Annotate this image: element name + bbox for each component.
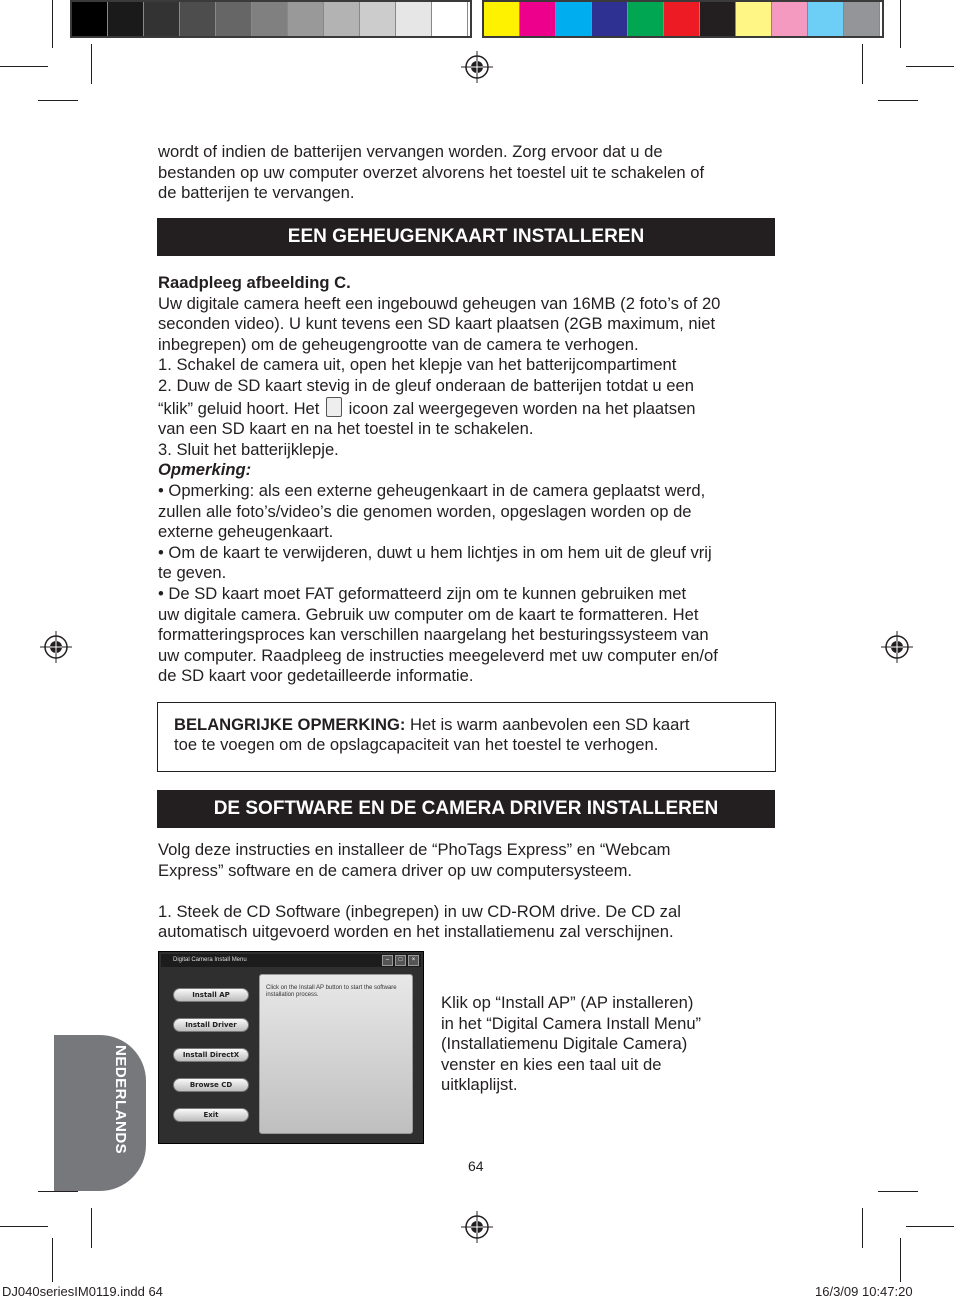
text-line: Uw digitale camera heeft een ingebouwd geheugen van 16MB (2 foto’s of 20 xyxy=(158,293,721,313)
page-number: 64 xyxy=(468,1158,484,1174)
info-panel xyxy=(259,974,413,1134)
maximize-icon: □ xyxy=(395,955,406,966)
text-line: in het “Digital Camera Install Menu” xyxy=(441,1013,702,1033)
text-line: uw computer. Raadpleeg de instructies meegeleverd met uw computer en/of xyxy=(158,645,718,665)
color-swatch xyxy=(592,2,628,36)
registration-mark-icon xyxy=(461,51,493,83)
install-driver-button: Install Driver xyxy=(173,1018,249,1032)
crop-mark xyxy=(900,1238,901,1282)
text-line: van een SD kaart en na het toestel in te schakelen. xyxy=(158,419,534,439)
text-line: Klik op “Install AP” (AP installeren) xyxy=(441,993,694,1012)
color-swatch xyxy=(144,2,180,36)
browse-cd-button: Browse CD xyxy=(173,1078,249,1092)
crop-mark xyxy=(52,0,53,48)
section-title: DE SOFTWARE EN DE CAMERA DRIVER INSTALLEREN xyxy=(213,798,719,819)
color-swatch xyxy=(108,2,144,36)
exit-button: Exit xyxy=(173,1108,249,1122)
registration-mark-icon xyxy=(461,1211,493,1243)
software-instructions xyxy=(158,840,778,943)
text-line: te geven. xyxy=(158,563,227,583)
text-line: formatteringsproces kan verschillen naargelang het besturingssysteem van xyxy=(158,625,709,645)
footer-timestamp: 16/3/09 10:47:20 xyxy=(815,1284,913,1299)
color-swatch xyxy=(664,2,700,36)
color-swatch xyxy=(556,2,592,36)
crop-mark xyxy=(900,0,901,48)
color-swatch xyxy=(700,2,736,36)
text-line: de SD kaart voor gedetailleerde informatie. xyxy=(158,666,474,686)
process-color-bar xyxy=(482,0,884,38)
color-swatch xyxy=(432,2,468,36)
registration-mark-icon xyxy=(40,631,72,663)
text-line: uitklaplijst. xyxy=(441,1075,518,1095)
figure-reference: Raadpleeg afbeelding C. xyxy=(158,273,351,292)
text-line: wordt of indien de batterijen vervangen worden. Zorg ervoor dat u de xyxy=(158,142,663,161)
text-line: 1. Schakel de camera uit, open het klepje van het batterijcompartiment xyxy=(158,355,677,375)
crop-mark xyxy=(91,1208,92,1248)
color-swatch xyxy=(252,2,288,36)
text-line: Volg deze instructies en installeer de “PhoTags Express” en “Webcam xyxy=(158,840,671,859)
color-swatch xyxy=(360,2,396,36)
registration-mark-icon xyxy=(881,631,913,663)
important-label: BELANGRIJKE OPMERKING: xyxy=(174,715,406,734)
close-icon: × xyxy=(408,955,419,966)
crop-mark xyxy=(906,1226,954,1227)
text-line: • De SD kaart moet FAT geformatteerd zijn om te kunnen gebruiken met xyxy=(158,583,687,603)
color-swatch xyxy=(396,2,432,36)
crop-mark xyxy=(862,44,863,84)
language-tab xyxy=(54,1035,146,1191)
color-swatch xyxy=(772,2,808,36)
grayscale-color-bar xyxy=(70,0,472,38)
crop-mark xyxy=(0,66,48,67)
install-directx-button: Install DirectX xyxy=(173,1048,249,1062)
language-label: NEDERLANDS xyxy=(112,1045,129,1155)
color-swatch xyxy=(216,2,252,36)
install-menu-screenshot xyxy=(158,951,424,1144)
color-swatch xyxy=(736,2,772,36)
text-line: bestanden op uw computer overzet alvorens het toestel uit te schakelen of xyxy=(158,162,705,182)
important-note-box xyxy=(157,702,776,772)
text-line: de batterijen te vervangen. xyxy=(158,183,355,203)
memory-card-instructions xyxy=(158,273,778,687)
text-line: 2. Duw de SD kaart stevig in de gleuf onderaan de batterijen totdat u een xyxy=(158,375,694,395)
color-swatch xyxy=(484,2,520,36)
text-line: toe te voegen om de opslagcapaciteit van het toestel te verhogen. xyxy=(174,735,659,754)
text-line: • Om de kaart te verwijderen, duwt u hem lichtjes in om hem uit de gleuf vrij xyxy=(158,542,712,562)
text-line xyxy=(174,715,759,735)
install-ap-button: Install AP xyxy=(173,988,249,1002)
text-line: venster en kies een taal uit de xyxy=(441,1054,662,1074)
text-line: • Opmerking: als een externe geheugenkaart in de camera geplaatst werd, xyxy=(158,480,706,500)
section-heading-software xyxy=(157,790,775,828)
text-line: zullen alle foto’s/video’s die genomen worden, opgeslagen worden op de xyxy=(158,501,692,521)
color-swatch xyxy=(844,2,880,36)
color-swatch xyxy=(180,2,216,36)
text-line: Express” software en de camera driver op uw computersysteem. xyxy=(158,860,633,880)
color-swatch xyxy=(808,2,844,36)
color-swatch xyxy=(72,2,108,36)
text-line: uw digitale camera. Gebruik uw computer om de kaart te formatteren. Het xyxy=(158,604,699,624)
crop-mark xyxy=(38,100,78,101)
text-fragment: “klik” geluid hoort. Het xyxy=(158,398,320,418)
section-heading-memory-card xyxy=(157,218,775,256)
crop-mark xyxy=(906,66,954,67)
footer-file-info: DJ040seriesIM0119.indd 64 xyxy=(2,1284,163,1299)
crop-mark xyxy=(878,1191,918,1192)
crop-mark xyxy=(0,1226,48,1227)
text-line: externe geheugenkaart. xyxy=(158,522,334,542)
text-line: 1. Steek de CD Software (inbegrepen) in uw CD-ROM drive. De CD zal xyxy=(158,901,681,921)
minimize-icon: – xyxy=(382,955,393,966)
crop-mark xyxy=(862,1208,863,1248)
text-fragment: Het is warm aanbevolen een SD kaart xyxy=(405,715,690,734)
window-controls xyxy=(382,955,419,966)
text-line-with-icon xyxy=(158,397,778,420)
sd-card-icon xyxy=(326,397,342,417)
text-line: 3. Sluit het batterijklepje. xyxy=(158,439,339,459)
text-line: seconden video). U kunt tevens een SD kaart plaatsen (2GB maximum, niet xyxy=(158,314,716,334)
color-swatch xyxy=(288,2,324,36)
text-line: automatisch uitgevoerd worden en het installatiemenu zal verschijnen. xyxy=(158,922,674,942)
crop-mark xyxy=(91,44,92,84)
note-heading: Opmerking: xyxy=(158,460,252,480)
section-title: EEN GEHEUGENKAART INSTALLEREN xyxy=(287,226,645,247)
color-swatch xyxy=(520,2,556,36)
color-swatch xyxy=(628,2,664,36)
window-title: Digital Camera Install Menu xyxy=(161,954,421,967)
color-swatch xyxy=(324,2,360,36)
intro-paragraph xyxy=(158,142,778,204)
screenshot-caption xyxy=(441,993,741,1096)
text-line: (Installatiemenu Digitale Camera) xyxy=(441,1034,688,1054)
text-line: inbegrepen) om de geheugengrootte van de camera te verhogen. xyxy=(158,334,639,354)
crop-mark xyxy=(52,1238,53,1282)
text-fragment: icoon zal weergegeven worden na het plaatsen xyxy=(348,398,696,418)
panel-text: Click on the Install AP button to start the software installation process. xyxy=(266,985,397,998)
crop-mark xyxy=(38,1191,78,1192)
crop-mark xyxy=(878,100,918,101)
